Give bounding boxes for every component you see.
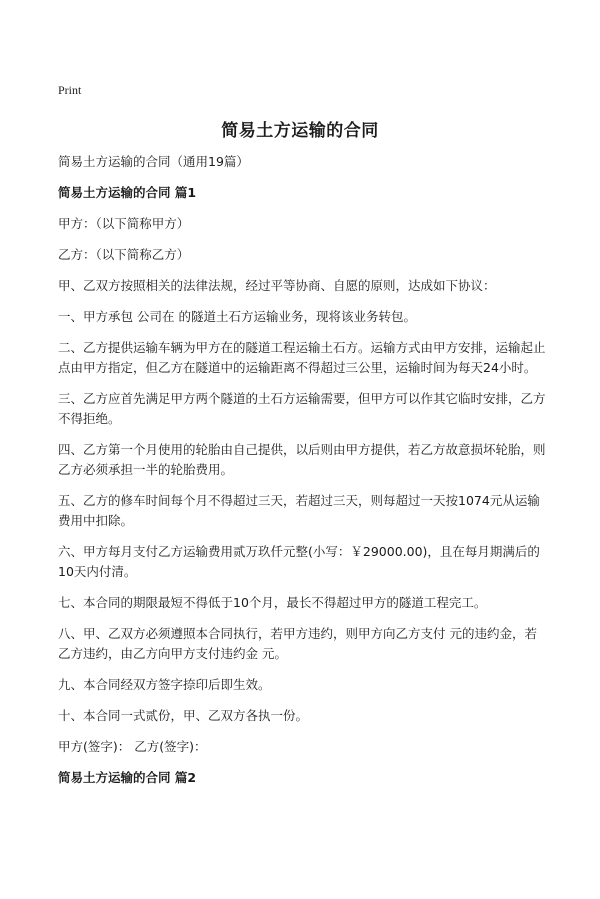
- clause-1: 一、甲方承包 公司在 的隧道土石方运输业务，现将该业务转包。: [58, 309, 416, 324]
- clause-6: 六、甲方每月支付乙方运输费用贰万玖仟元整(小写：￥29000.00)，且在每月期满后的10天内付清。: [58, 544, 540, 579]
- clause-5: 五、乙方的修车时间每个月不得超过三天，若超过三天，则每超过一天按1074元从运输费用中扣除。: [58, 493, 540, 528]
- document-title: 简易土方运输的合同: [221, 121, 379, 141]
- clause-4: 四、乙方第一个月使用的轮胎由自己提供，以后则由甲方提供，若乙方故意损坏轮胎，则乙方必须承担一半的轮胎费用。: [58, 442, 546, 477]
- party-a-line: 甲方：（以下简称甲方）: [58, 216, 190, 231]
- clause-2: 二、乙方提供运输车辆为甲方在的隧道工程运输土石方。运输方式由甲方安排，运输起止点由甲方指定，但乙方在隧道中的运输距离不得超过三公里，运输时间为每天24小时。: [58, 340, 546, 375]
- document-body: [58, 152, 548, 799]
- intro-paragraph: 甲、乙双方按照相关的法律法规，经过平等协商、自愿的原则，达成如下协议：: [58, 278, 496, 293]
- clause-3: 三、乙方应首先满足甲方两个隧道的土石方运输需要，但甲方可以作其它临时安排，乙方不得拒绝。: [58, 391, 546, 426]
- document-subtitle: 简易土方运输的合同（通用19篇）: [58, 154, 249, 169]
- section-heading-1: 简易土方运输的合同 篇1: [58, 185, 197, 200]
- section-heading-2: 简易土方运输的合同 篇2: [58, 770, 197, 785]
- clause-9: 九、本合同经双方签字捺印后即生效。: [58, 677, 271, 692]
- print-label: Print: [58, 83, 82, 97]
- party-b-line: 乙方：（以下简称乙方）: [58, 247, 190, 262]
- clause-10: 十、本合同一式贰份，甲、乙双方各执一份。: [58, 708, 309, 723]
- clause-7: 七、本合同的期限最短不得低于10个月，最长不得超过甲方的隧道工程完工。: [58, 595, 487, 610]
- signature-line: 甲方(签字)： 乙方(签字)：: [58, 739, 207, 754]
- clause-8: 八、甲、乙双方必须遵照本合同执行，若甲方违约，则甲方向乙方支付 元的违约金，若乙方违约，由乙方向甲方支付违约金 元。: [58, 626, 537, 661]
